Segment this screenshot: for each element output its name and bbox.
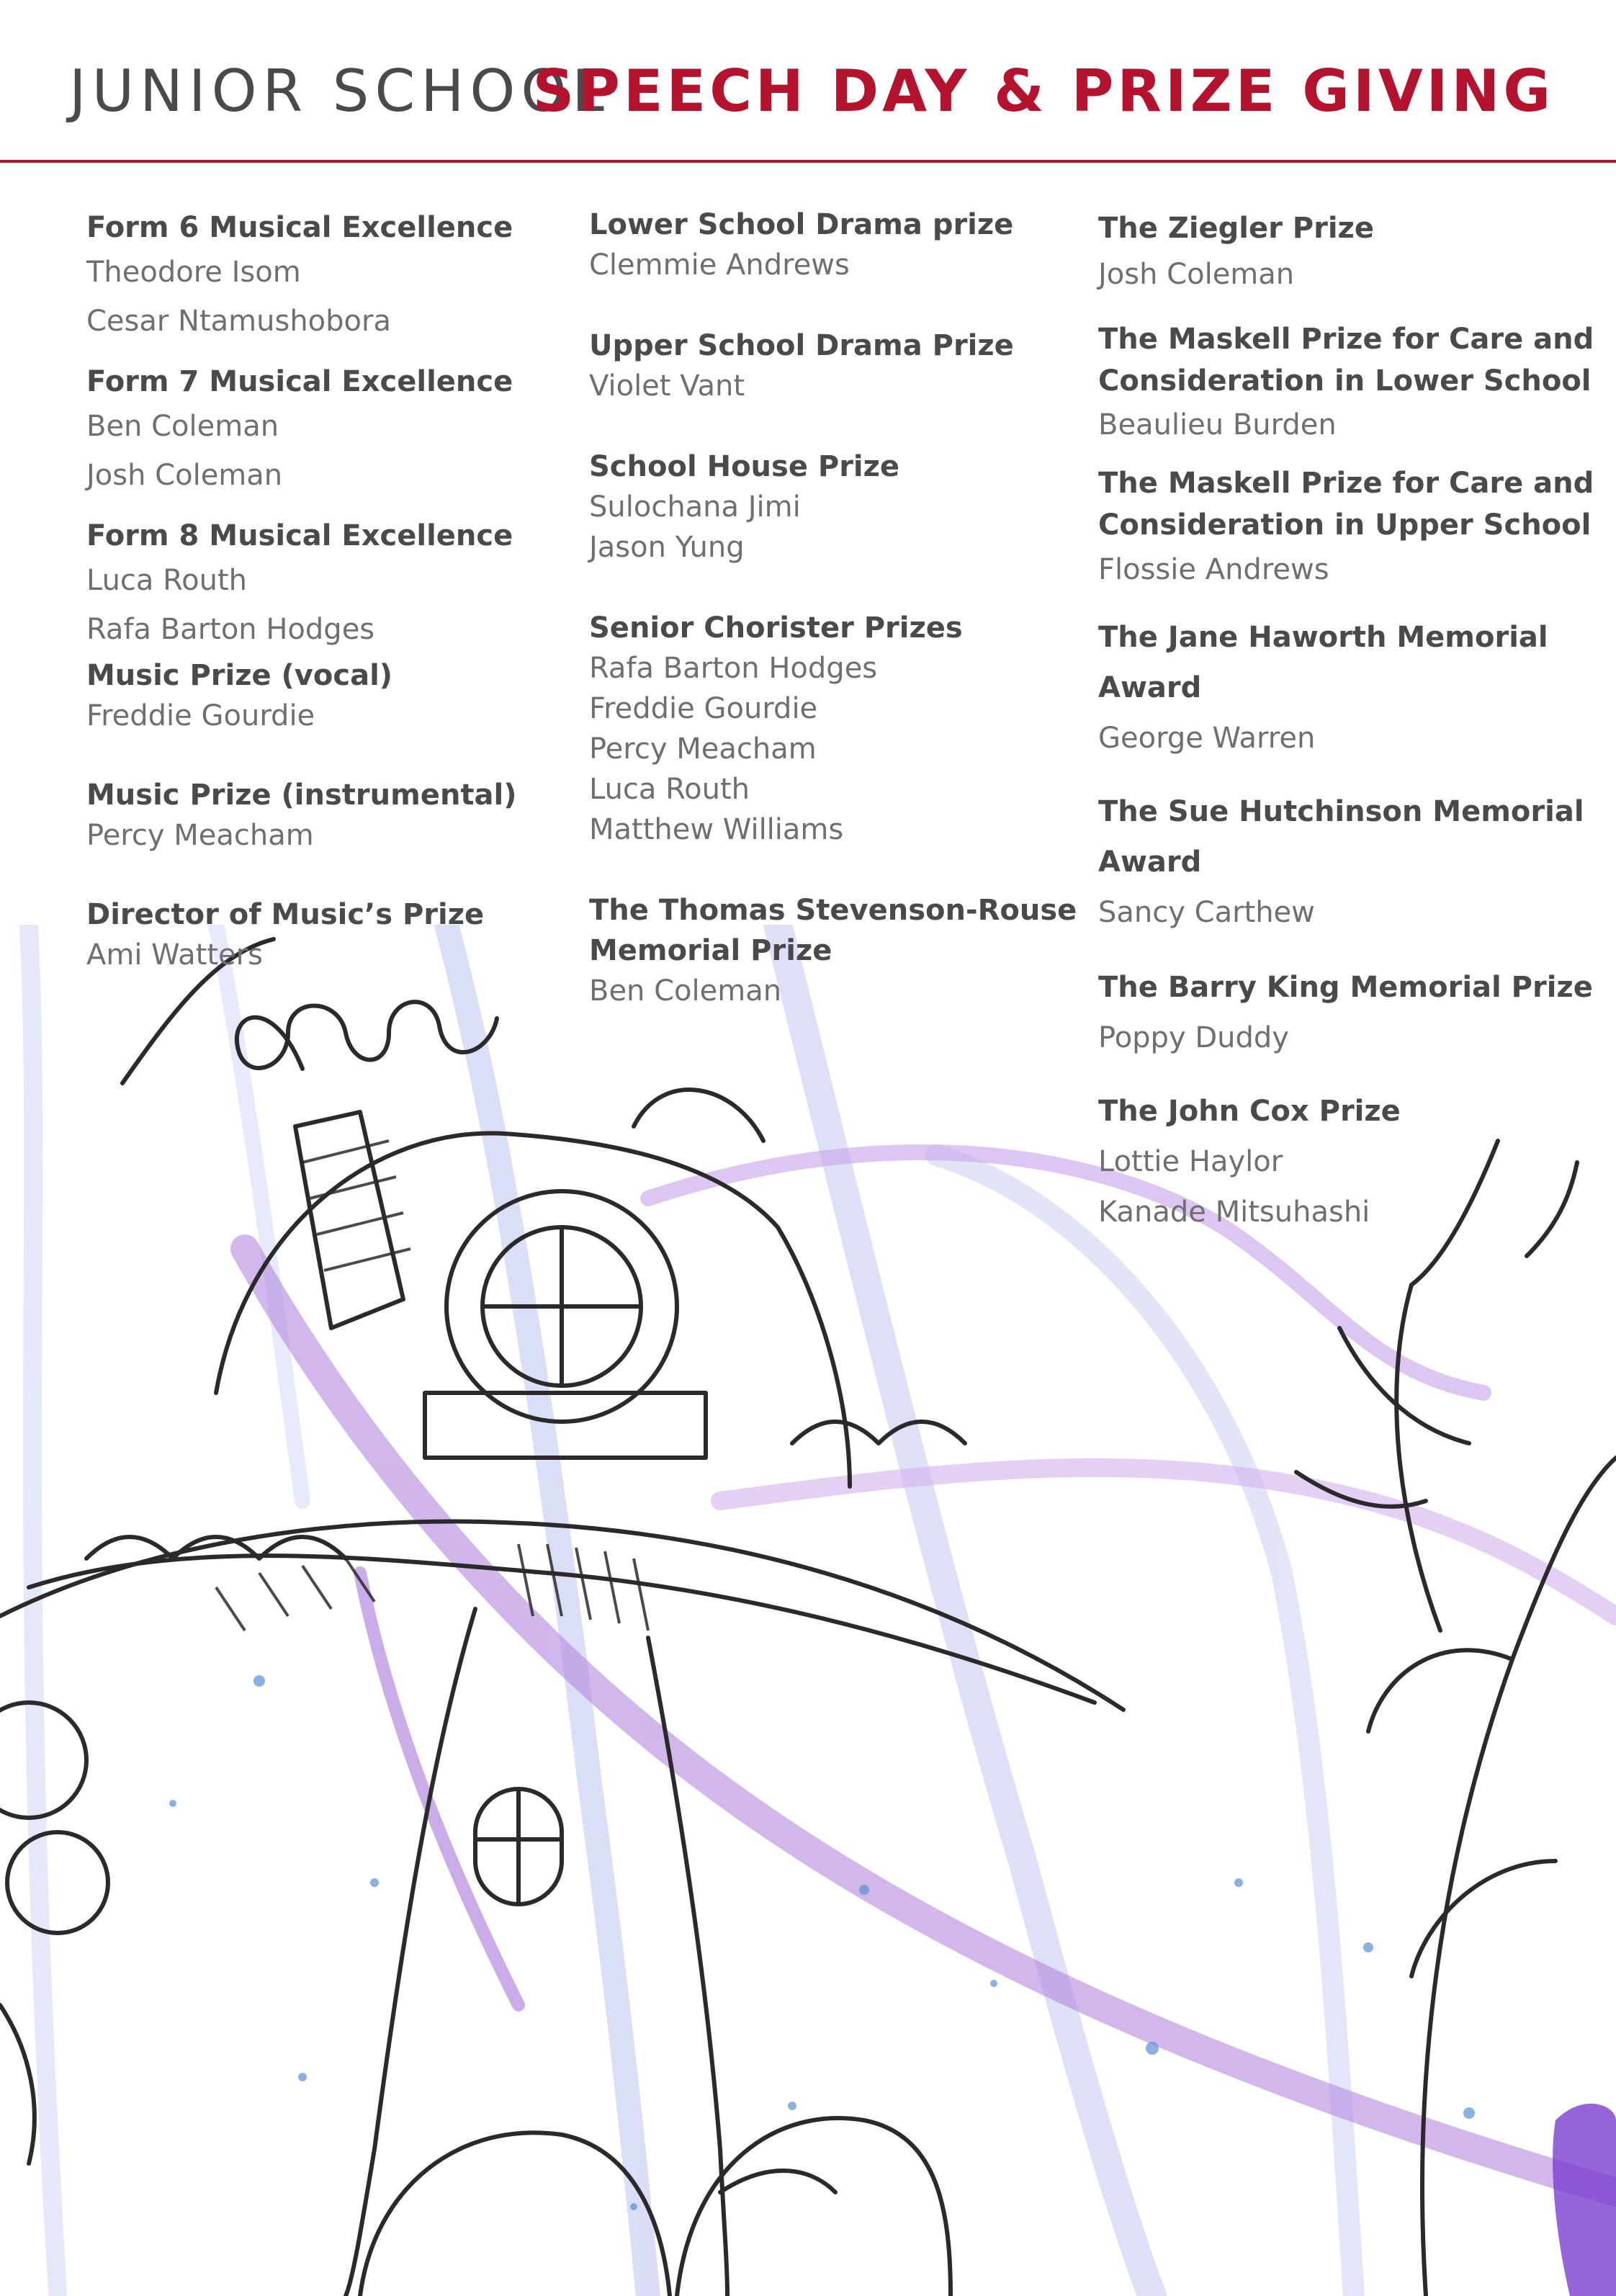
prize-entry bbox=[589, 326, 1050, 406]
prize-winner: Luca Routh bbox=[86, 564, 248, 597]
prize-entry bbox=[1098, 1086, 1602, 1237]
event-title: SPEECH DAY & PRIZE GIVING bbox=[532, 58, 1554, 125]
prize-column-2 bbox=[589, 205, 1077, 1011]
header-divider bbox=[0, 160, 1616, 163]
prize-winner: Josh Coleman bbox=[1098, 258, 1295, 291]
prize-winner: Poppy Duddy bbox=[1098, 1021, 1289, 1054]
prize-winner: Sulochana Jimi bbox=[589, 490, 801, 524]
prize-title-line2: Memorial Prize bbox=[589, 934, 832, 967]
prize-title: School House Prize bbox=[589, 450, 900, 483]
prize-title: The Sue Hutchinson Memorial bbox=[1098, 795, 1584, 828]
prize-entry bbox=[86, 516, 547, 654]
prize-title: The Ziegler Prize bbox=[1098, 212, 1374, 245]
prize-column-3 bbox=[1098, 207, 1602, 1237]
prize-winner: Luca Routh bbox=[589, 773, 750, 806]
prize-title: The Maskell Prize for Care and bbox=[1098, 323, 1594, 356]
prize-column-1 bbox=[86, 207, 547, 975]
prize-winner: Josh Coleman bbox=[86, 459, 283, 492]
prize-title: Form 8 Musical Excellence bbox=[86, 519, 513, 552]
prize-title-line2: Consideration in Upper School bbox=[1098, 508, 1592, 542]
prize-entry bbox=[1098, 462, 1602, 593]
prize-title: The Thomas Stevenson-Rouse bbox=[589, 894, 1077, 927]
prize-title: The John Cox Prize bbox=[1098, 1095, 1401, 1128]
prize-winner: Freddie Gourdie bbox=[589, 692, 818, 725]
prize-title: The Maskell Prize for Care and bbox=[1098, 467, 1594, 500]
prize-entry bbox=[589, 205, 1050, 285]
prize-winner: Flossie Andrews bbox=[1098, 553, 1329, 586]
prize-winner: Ben Coleman bbox=[86, 410, 279, 443]
prize-entry bbox=[589, 447, 1050, 568]
prize-winner: Beaulieu Burden bbox=[1098, 408, 1337, 441]
prize-winner: Clemmie Andrews bbox=[589, 248, 850, 282]
prize-title: The Barry King Memorial Prize bbox=[1098, 971, 1593, 1004]
prize-winner: George Warren bbox=[1098, 722, 1316, 755]
prize-title: Form 7 Musical Excellence bbox=[86, 365, 513, 398]
prize-winner: Kanade Mitsuhashi bbox=[1098, 1196, 1370, 1229]
prize-entry bbox=[86, 775, 547, 856]
prize-winner: Percy Meacham bbox=[86, 819, 314, 852]
page-header bbox=[0, 0, 1616, 167]
prize-entry bbox=[86, 894, 547, 975]
prize-winner: Sancy Carthew bbox=[1098, 896, 1315, 929]
prize-winner: Ami Watters bbox=[86, 938, 263, 972]
prize-winner: Rafa Barton Hodges bbox=[86, 613, 375, 646]
prize-winner: Theodore Isom bbox=[86, 256, 301, 289]
prize-winner: Jason Yung bbox=[589, 531, 745, 564]
prize-title: Senior Chorister Prizes bbox=[589, 611, 963, 645]
prize-winner: Freddie Gourdie bbox=[86, 699, 315, 732]
prize-entry bbox=[1098, 786, 1602, 938]
prize-title-line2: Consideration in Lower School bbox=[1098, 364, 1592, 398]
prize-winner: Ben Coleman bbox=[589, 974, 782, 1008]
prize-winner: Matthew Williams bbox=[589, 813, 844, 846]
prize-winner: Lottie Haylor bbox=[1098, 1145, 1283, 1178]
prize-entry bbox=[86, 362, 547, 500]
prize-entry bbox=[589, 608, 1050, 850]
prize-title: Upper School Drama Prize bbox=[589, 329, 1014, 362]
prize-title: Form 6 Musical Excellence bbox=[86, 211, 513, 244]
prize-title: Music Prize (vocal) bbox=[86, 659, 393, 692]
prize-entry bbox=[1098, 612, 1602, 763]
prize-title-line2: Award bbox=[1098, 846, 1202, 879]
prize-entry bbox=[589, 890, 1077, 1011]
prize-winner: Rafa Barton Hodges bbox=[589, 652, 878, 685]
prize-entry bbox=[86, 655, 547, 736]
prize-title: Music Prize (instrumental) bbox=[86, 779, 517, 812]
prize-winner: Violet Vant bbox=[589, 369, 745, 403]
prize-entry bbox=[86, 207, 547, 346]
prize-entry bbox=[1098, 962, 1602, 1063]
prize-title-line2: Award bbox=[1098, 671, 1202, 704]
prize-winner: Cesar Ntamushobora bbox=[86, 305, 391, 338]
prize-entry bbox=[1098, 207, 1602, 300]
prize-title: Lower School Drama prize bbox=[589, 208, 1014, 241]
prize-winner: Percy Meacham bbox=[589, 732, 817, 766]
prize-entry bbox=[1098, 318, 1602, 448]
prize-title: The Jane Haworth Memorial bbox=[1098, 621, 1548, 654]
prize-title: Director of Music’s Prize bbox=[86, 898, 485, 931]
school-section-title: JUNIOR SCHOOL bbox=[69, 58, 610, 125]
